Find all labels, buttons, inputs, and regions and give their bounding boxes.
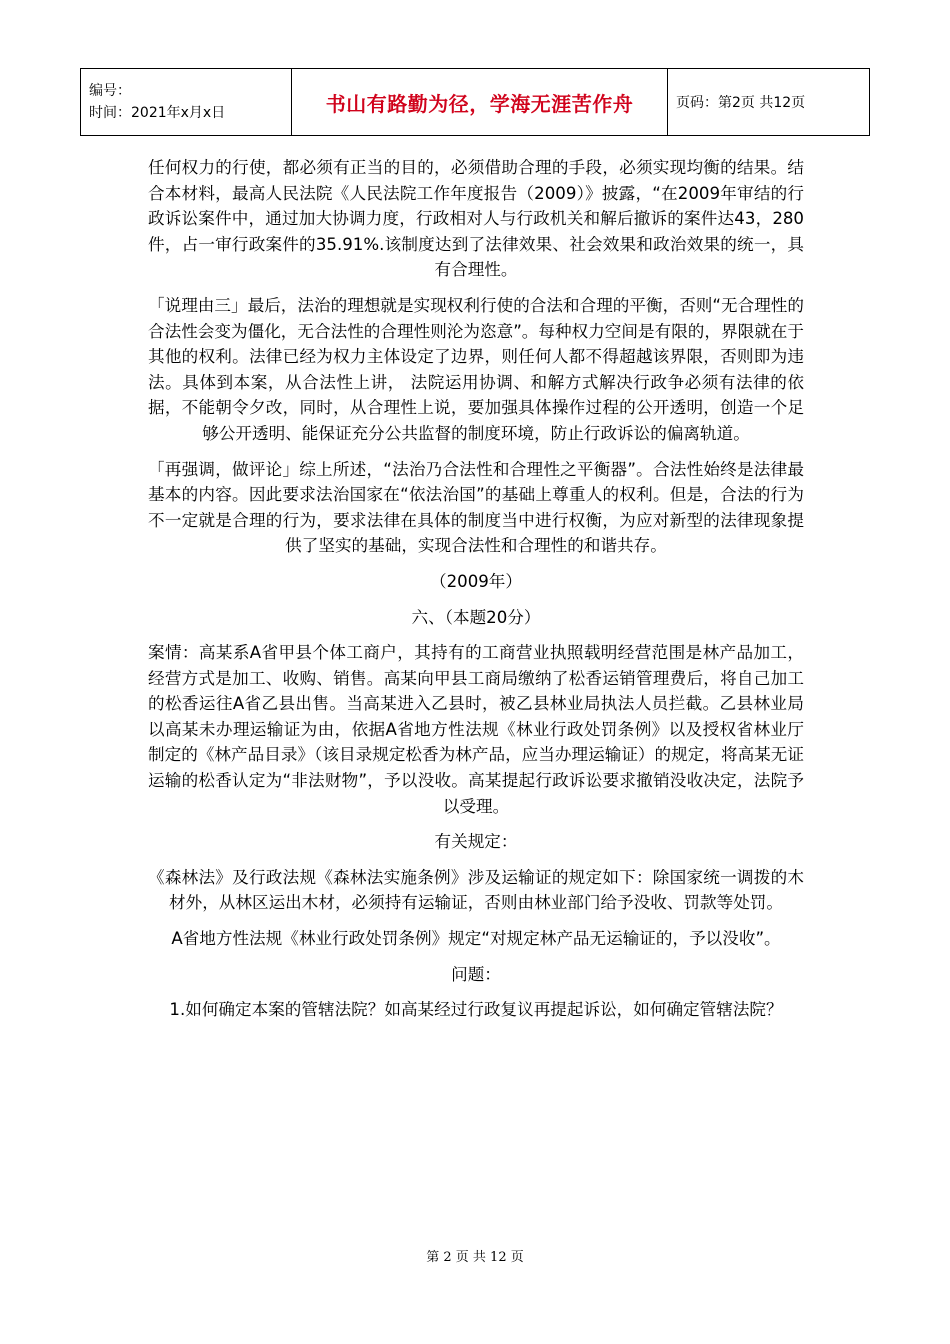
paragraph-1: 任何权力的行使，都必须有正当的目的，必须借助合理的手段，必须实现均衡的结果。结合本材料，最高人民法院《人民法院工作年度报告（2009）》披露，“在2009年审结的行政诉讼案件中，通过加大协调力度，行政相对人与行政机关和解后撤诉的案件达43，280件，占一审行政案件的35.91%.该制度达到了法律效果、社会效果和政治效果的统一，具有合理性。 [148,158,804,280]
document-time-label: 时间：2021年x月x日 [89,105,226,121]
header-motto: 书山有路勤为径，学海无涯苦作舟 [292,69,668,136]
regulation-1: 《森林法》及行政法规《森林法实施条例》涉及运输证的规定如下：除国家统一调拨的木材外，从林区运出木材，必须持有运输证，否则由林业部门给予没收、罚款等处罚。 [148,867,804,913]
case-description: 案情：高某系A省甲县个体工商户，其持有的工商营业执照载明经营范围是林产品加工，经营方式是加工、收购、销售。高某向甲县工商局缴纳了松香运销管理费后，将自己加工的松香运往A省乙县出售。当高某进入乙县时，被乙县林业局执法人员拦截。乙县林业局以高某未办理运输证为由，依据A省地方性法规《林业行政处罚条例》以及授权省林业厅制定的《林产品目录》（该目录规定松香为林产品，应当办理运输证）的规定，将高某无证运输的松香认定为“非法财物”，予以没收。高某提起行政诉讼要求撤销没收决定，法院予以受理。 [148,643,804,816]
page-footer: 第 2 页 共 12 页 [426,1250,524,1265]
header-table [80,68,870,136]
paragraph-2: 「说理由三」最后，法治的理想就是实现权利行使的合法和合理的平衡，否则“无合理性的合法性会变为僵化，无合法性的合理性则沦为恣意”。每种权力空间是有限的，界限就在于其他的权利。法律已经为权力主体设定了边界，则任何人都不得超越该界限，否则即为违法。具体到本案，从合法性上讲， 法院运用协调、和解方式解决行政争必须有法律的依据，不能朝令夕改，同时，从合理性上说，要加强具体操作过程的公开透明，创造一个足够公开透明、能保证充分公共监督的制度环境，防止行政诉讼的偏离轨道。 [148,295,804,443]
document-body [148,155,804,1033]
section-heading: 六、（本题20分） [411,607,541,627]
paragraph-3: 「再强调，做评论」综上所述，“法治乃合法性和合理性之平衡器”。合法性始终是法律最基本的内容。因此要求法治国家在“依法治国”的基础上尊重人的权利。但是，合法的行为不一定就是合理的行为，要求法律在具体的制度当中进行权衡，为应对新型的法律现象提供了坚实的基础，实现合法性和合理性的和谐共存。 [148,459,804,556]
header-left-cell [81,69,292,136]
header-page-info: 页码：第2页 共12页 [668,69,870,136]
year-note: （2009年） [429,571,522,591]
question-1: 1.如何确定本案的管辖法院？如高某经过行政复议再提起诉讼，如何确定管辖法院？ [169,1000,783,1020]
regulation-2: A省地方性法规《林业行政处罚条例》规定“对规定林产品无运输证的，予以没收”。 [171,929,781,949]
questions-heading: 问题： [451,964,501,984]
regulations-heading: 有关规定： [434,832,518,852]
document-number-label: 编号： [89,83,131,99]
